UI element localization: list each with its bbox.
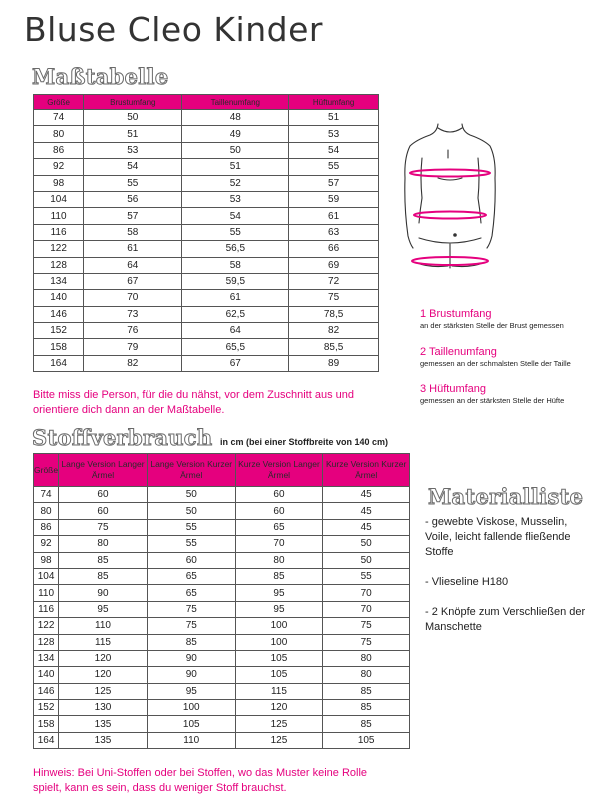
fabric-table-cell: 50 (147, 487, 235, 503)
measurement-table-cell: 78,5 (289, 306, 379, 322)
measurement-table-cell: 56,5 (182, 241, 289, 257)
fabric-table-cell: 85 (323, 700, 410, 716)
measurement-table-cell: 110 (34, 208, 84, 224)
fabric-table-cell: 50 (323, 536, 410, 552)
measurement-table-cell: 57 (84, 208, 182, 224)
page-title: Bluse Cleo Kinder (24, 10, 323, 49)
fabric-table-cell: 110 (34, 585, 59, 601)
fabric-table-cell: 125 (235, 716, 323, 732)
fabric-table-row (34, 650, 410, 666)
measurement-table-cell: 61 (289, 208, 379, 224)
measurement-table-cell: 75 (289, 290, 379, 306)
measurement-table-cell: 164 (34, 355, 84, 371)
measurement-table-cell: 86 (34, 142, 84, 158)
measurement-table-cell: 55 (84, 175, 182, 191)
fabric-table-row (34, 732, 410, 748)
legend-huefte-desc: gemessen an der stärksten Stelle der Hüfte (420, 396, 565, 405)
measurement-table-row (34, 159, 379, 175)
fabric-table-cell: 92 (34, 536, 59, 552)
fabric-table-cell: 116 (34, 601, 59, 617)
fabric-table-header-cell: Kurze Version Kurzer Ärmel (323, 454, 410, 487)
measurement-table-cell: 56 (84, 191, 182, 207)
fabric-table-cell: 130 (59, 700, 148, 716)
fabric-table-cell: 164 (34, 732, 59, 748)
measurement-table-cell: 53 (182, 191, 289, 207)
fabric-hint: Hinweis: Bei Uni-Stoffen oder bei Stoffen, wo das Muster keine Rolle spielt, kann es sein, dass du weniger Stoff brauchst. (33, 767, 368, 794)
measurement-table-cell: 85,5 (289, 339, 379, 355)
measurement-table-cell: 72 (289, 273, 379, 289)
fabric-table-cell: 55 (147, 536, 235, 552)
measurement-table-cell: 61 (182, 290, 289, 306)
fabric-table-cell: 90 (147, 667, 235, 683)
measurement-table-cell: 74 (34, 110, 84, 126)
measurement-table-cell: 54 (84, 159, 182, 175)
fabric-table-cell: 55 (147, 519, 235, 535)
measurement-table-row (34, 191, 379, 207)
measurement-table-row (34, 290, 379, 306)
fabric-table-cell: 125 (235, 732, 323, 748)
fabric-table-cell: 105 (235, 667, 323, 683)
fabric-table-cell: 75 (147, 618, 235, 634)
fabric-table-cell: 95 (147, 683, 235, 699)
measurement-table-cell: 59 (289, 191, 379, 207)
measurement-table (33, 94, 379, 372)
legend-taille (420, 346, 595, 369)
fabric-table-cell: 85 (59, 552, 148, 568)
measurement-table-cell: 58 (84, 224, 182, 240)
measurement-table-row (34, 323, 379, 339)
fabric-table-cell: 80 (235, 552, 323, 568)
fabric-table-cell: 110 (147, 732, 235, 748)
fabric-table-row (34, 601, 410, 617)
measurement-table-cell: 53 (289, 126, 379, 142)
measurement-table-row (34, 355, 379, 371)
materials-heading: Materialliste (428, 484, 584, 509)
measurement-table-cell: 116 (34, 224, 84, 240)
measurement-table-cell: 49 (182, 126, 289, 142)
fabric-table-cell: 70 (323, 601, 410, 617)
materials-item: - Vlieseline H180 (425, 576, 509, 588)
fabric-table-row (34, 700, 410, 716)
measurement-table-cell: 53 (84, 142, 182, 158)
fabric-table-cell: 60 (147, 552, 235, 568)
legend-brust-desc: an der stärksten Stelle der Brust gemessen (420, 321, 564, 330)
measurement-table-cell: 55 (182, 224, 289, 240)
fabric-table-cell: 90 (147, 650, 235, 666)
legend-huefte (420, 383, 595, 406)
fabric-table-cell: 85 (235, 568, 323, 584)
fabric-table-cell: 80 (59, 536, 148, 552)
measurement-table-cell: 64 (182, 323, 289, 339)
fabric-table-cell: 105 (235, 650, 323, 666)
measurement-table-cell: 134 (34, 273, 84, 289)
fabric-table-cell: 75 (323, 618, 410, 634)
fabric-table-cell: 50 (147, 503, 235, 519)
fabric-table-cell: 80 (323, 650, 410, 666)
measurement-table-row (34, 142, 379, 158)
measurement-table-cell: 82 (289, 323, 379, 339)
fabric-table-cell: 100 (147, 700, 235, 716)
fabric-table-row (34, 536, 410, 552)
measurement-table-cell: 69 (289, 257, 379, 273)
fabric-table-cell: 70 (235, 536, 323, 552)
fabric-table-cell: 75 (323, 634, 410, 650)
fabric-table-cell: 95 (235, 585, 323, 601)
measurement-table-row (34, 257, 379, 273)
measurement-table-cell: 128 (34, 257, 84, 273)
fabric-table-row (34, 568, 410, 584)
measurement-table-row (34, 110, 379, 126)
fabric-table-row (34, 552, 410, 568)
fabric-table-cell: 105 (147, 716, 235, 732)
measurement-table-body (34, 110, 379, 372)
measurement-table-cell: 63 (289, 224, 379, 240)
fabric-table-cell: 120 (235, 700, 323, 716)
measurement-table-cell: 79 (84, 339, 182, 355)
measurement-table-heading: Maßtabelle (32, 64, 169, 89)
fabric-table-cell: 45 (323, 503, 410, 519)
fabric-table-cell: 158 (34, 716, 59, 732)
fabric-table-cell: 105 (323, 732, 410, 748)
fabric-table-row (34, 634, 410, 650)
fabric-table-header (34, 454, 410, 487)
fabric-table-cell: 45 (323, 487, 410, 503)
measurement-table-cell: 92 (34, 159, 84, 175)
measurement-table-cell: 58 (182, 257, 289, 273)
fabric-table-cell: 75 (59, 519, 148, 535)
measurement-table-cell: 122 (34, 241, 84, 257)
measurement-table-cell: 140 (34, 290, 84, 306)
materials-item: - 2 Knöpfe zum Verschließen der Manschette (425, 606, 586, 633)
fabric-table-cell: 140 (34, 667, 59, 683)
fabric-table-cell: 90 (59, 585, 148, 601)
fabric-table-cell: 60 (59, 503, 148, 519)
fabric-table-body (34, 487, 410, 749)
fabric-table-row (34, 503, 410, 519)
fabric-table-cell: 80 (34, 503, 59, 519)
measurement-table-cell: 80 (34, 126, 84, 142)
measurement-table-cell: 73 (84, 306, 182, 322)
legend-taille-desc: gemessen an der schmalsten Stelle der Taille (420, 359, 571, 368)
fabric-table-cell: 134 (34, 650, 59, 666)
fabric-table-cell: 80 (323, 667, 410, 683)
measurement-table-cell: 59,5 (182, 273, 289, 289)
fabric-table-cell: 55 (323, 568, 410, 584)
fabric-table-header-cell: Größe (34, 454, 59, 487)
fabric-table-cell: 115 (235, 683, 323, 699)
measurement-table-cell: 70 (84, 290, 182, 306)
fabric-table-row (34, 487, 410, 503)
measurement-table-row (34, 175, 379, 191)
fabric-table-cell: 75 (147, 601, 235, 617)
measurement-table-row (34, 224, 379, 240)
fabric-table-cell: 125 (59, 683, 148, 699)
measurement-table-cell: 54 (182, 208, 289, 224)
measurement-table-cell: 57 (289, 175, 379, 191)
fabric-table-cell: 122 (34, 618, 59, 634)
fabric-table-cell: 120 (59, 650, 148, 666)
fabric-table-cell: 98 (34, 552, 59, 568)
measure-hint: Bitte miss die Person, für die du nähst, vor dem Zuschnitt aus und orientiere dich dann an der Maßtabelle. (33, 389, 354, 416)
measurement-table-cell: 50 (182, 142, 289, 158)
measurement-table-cell: 52 (182, 175, 289, 191)
legend-taille-title: 2 Taillenumfang (420, 346, 497, 358)
fabric-table-cell: 65 (235, 519, 323, 535)
fabric-table-cell: 135 (59, 732, 148, 748)
fabric-table-cell: 100 (235, 618, 323, 634)
legend-brust-title: 1 Brustumfang (420, 308, 492, 320)
measurement-table-cell: 55 (289, 159, 379, 175)
measurement-table-cell: 50 (84, 110, 182, 126)
fabric-table-cell: 135 (59, 716, 148, 732)
fabric-table-cell: 65 (147, 585, 235, 601)
measurement-table-row (34, 126, 379, 142)
fabric-table-row (34, 519, 410, 535)
fabric-table-cell: 60 (59, 487, 148, 503)
measurement-table-cell: 54 (289, 142, 379, 158)
fabric-table-cell: 100 (235, 634, 323, 650)
measurement-table-cell: 48 (182, 110, 289, 126)
fabric-table-cell: 85 (323, 716, 410, 732)
measurement-table-row (34, 339, 379, 355)
legend-huefte-title: 3 Hüftumfang (420, 383, 487, 395)
measurement-table-cell: 67 (182, 355, 289, 371)
measurement-table-cell: 65,5 (182, 339, 289, 355)
measurement-table-cell: 98 (34, 175, 84, 191)
fabric-table-cell: 95 (59, 601, 148, 617)
measurement-table-row (34, 241, 379, 257)
measurement-table-header-cell: Hüftumfang (289, 95, 379, 110)
fabric-table-cell: 60 (235, 503, 323, 519)
measurement-table-header-cell: Brustumfang (84, 95, 182, 110)
measurement-table-cell: 64 (84, 257, 182, 273)
fabric-table-row (34, 667, 410, 683)
measurement-table-cell: 82 (84, 355, 182, 371)
fabric-table-cell: 104 (34, 568, 59, 584)
measurement-table-row (34, 273, 379, 289)
measurement-table-row (34, 208, 379, 224)
fabric-table-row (34, 716, 410, 732)
measurement-table-cell: 51 (289, 110, 379, 126)
measurement-table-cell: 158 (34, 339, 84, 355)
legend-brust (420, 308, 595, 331)
materials-list (425, 515, 595, 635)
fabric-table-cell: 110 (59, 618, 148, 634)
measurement-table-header (34, 95, 379, 110)
measurement-table-cell: 62,5 (182, 306, 289, 322)
measurement-table-cell: 67 (84, 273, 182, 289)
fabric-table-header-cell: Lange Version Langer Ärmel (59, 454, 148, 487)
measurement-table-cell: 146 (34, 306, 84, 322)
fabric-consumption-table (33, 453, 410, 749)
fabric-table-cell: 115 (59, 634, 148, 650)
fabric-table-header-cell: Lange Version Kurzer Ärmel (147, 454, 235, 487)
fabric-table-cell: 50 (323, 552, 410, 568)
fabric-consumption-note: in cm (bei einer Stoffbreite von 140 cm) (220, 437, 389, 447)
fabric-table-cell: 95 (235, 601, 323, 617)
fabric-table-row (34, 683, 410, 699)
measurement-table-cell: 76 (84, 323, 182, 339)
fabric-table-row (34, 585, 410, 601)
fabric-table-header-cell: Kurze Version Langer Ärmel (235, 454, 323, 487)
measurement-table-cell: 61 (84, 241, 182, 257)
measurement-table-cell: 89 (289, 355, 379, 371)
measurement-table-header-cell: Taillenumfang (182, 95, 289, 110)
measurement-table-cell: 104 (34, 191, 84, 207)
fabric-table-cell: 74 (34, 487, 59, 503)
fabric-table-cell: 85 (147, 634, 235, 650)
fabric-table-cell: 120 (59, 667, 148, 683)
fabric-table-cell: 60 (235, 487, 323, 503)
fabric-table-cell: 65 (147, 568, 235, 584)
fabric-table-cell: 85 (323, 683, 410, 699)
fabric-table-cell: 86 (34, 519, 59, 535)
fabric-table-cell: 152 (34, 700, 59, 716)
materials-item: - gewebte Viskose, Musselin, Voile, leicht fallende fließende Stoffe (425, 516, 571, 558)
measurement-table-cell: 51 (182, 159, 289, 175)
measurement-table-row (34, 306, 379, 322)
fabric-table-cell: 45 (323, 519, 410, 535)
fabric-consumption-heading: Stoffverbrauch (32, 425, 213, 450)
fabric-table-cell: 128 (34, 634, 59, 650)
measurement-table-cell: 51 (84, 126, 182, 142)
measurement-table-cell: 152 (34, 323, 84, 339)
fabric-table-cell: 70 (323, 585, 410, 601)
fabric-table-cell: 146 (34, 683, 59, 699)
body-figure-icon (400, 118, 500, 298)
measurement-table-cell: 66 (289, 241, 379, 257)
fabric-table-row (34, 618, 410, 634)
measurement-table-header-cell: Größe (34, 95, 84, 110)
fabric-table-cell: 85 (59, 568, 148, 584)
